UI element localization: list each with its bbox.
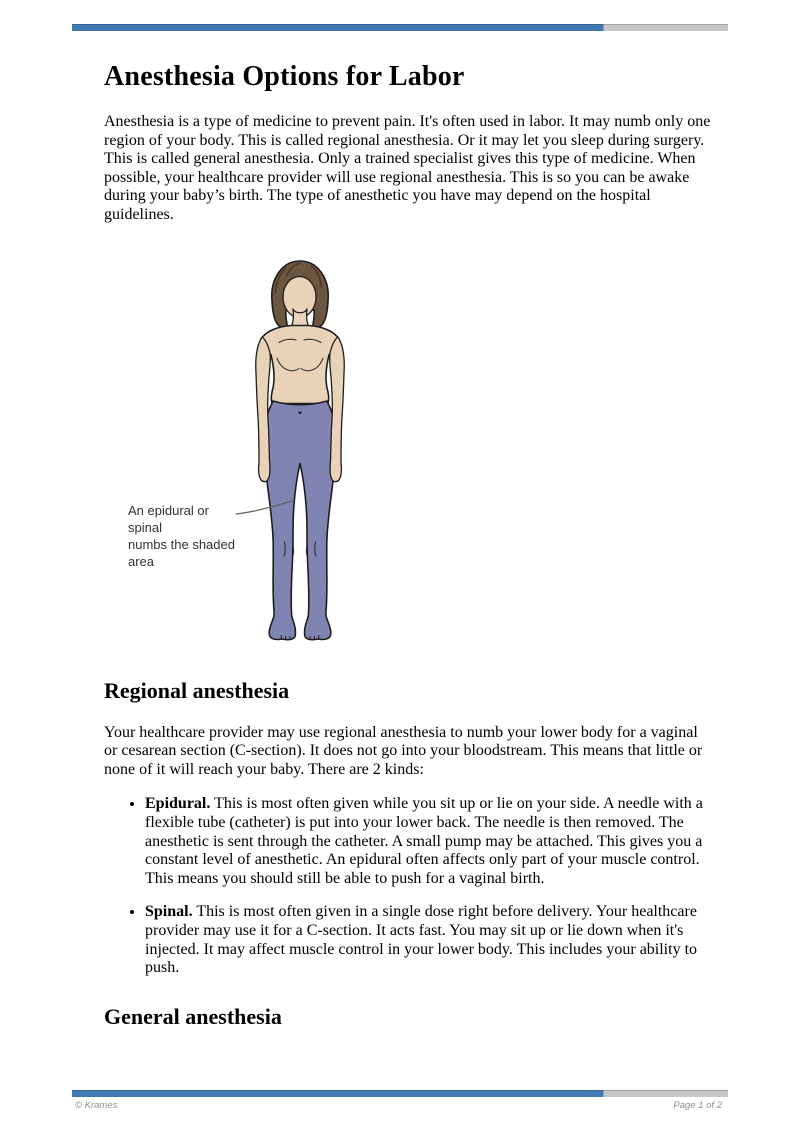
- footer: [75, 1100, 722, 1111]
- section-heading-general: General anesthesia: [104, 1003, 282, 1029]
- right-arm-shape: [330, 337, 345, 482]
- figure-caption-line2: numbs the shaded area: [128, 536, 235, 569]
- figure-caption-line1: An epidural or spinal: [128, 502, 209, 535]
- regional-paragraph: Your healthcare provider may use regional anesthesia to numb your lower body for a vaginal or cesarean section (C-section). It does not go into your bloodstream. This means that little or none of it will reach your baby. There are 2 kinds:: [104, 723, 703, 778]
- list-item-epidural: [145, 795, 712, 888]
- list-item-text: This is most often given while you sit up or lie on your side. A needle with a flexible tube (catheter) is put into your lower back. The needle is then removed. The anesthetic is sent through the catheter. A small pump may be attached. This gives you a constant level of anesthetic. An epidural often affects only part of your muscle control. This means you should still be able to push for a vaginal birth.: [145, 795, 703, 887]
- face-shape: [283, 276, 316, 317]
- body-illustration-figure: [0, 253, 800, 648]
- caption-leader-line: [232, 497, 296, 519]
- figure-caption: [128, 502, 246, 570]
- body-illustration: [248, 255, 358, 647]
- intro-paragraph: Anesthesia is a type of medicine to prevent pain. It's often used in labor. It may numb only one region of your body. This is called regional anesthesia. Or it may let you sleep during surgery. This is called general anesthesia. Only a trained specialist gives this type of medicine. When possible, your healthcare provider will use regional anesthesia. This is so you can be awake during your baby’s birth. The type of anesthetic you have may depend on the hospital guidelines.: [104, 113, 711, 223]
- top-divider-bar: [72, 24, 728, 31]
- list-item-lead: Spinal.: [145, 903, 193, 921]
- list-item-lead: Epidural.: [145, 795, 211, 813]
- left-arm-shape: [256, 337, 271, 482]
- footer-copyright: © Krames: [75, 1100, 118, 1111]
- torso-shape: [261, 325, 339, 403]
- page-title: Anesthesia Options for Labor: [104, 61, 465, 92]
- section-heading-regional: Regional anesthesia: [104, 677, 290, 703]
- shaded-lower-body: [263, 401, 338, 640]
- list-item-text: This is most often given in a single dose right before delivery. Your healthcare provider may use it for a C-section. It acts fast. You may sit up or lie down when it's injected. It may affect muscle control in your lower body. This includes your ability to push.: [145, 903, 698, 977]
- list-item-spinal: [145, 903, 712, 977]
- footer-page-number: Page 1 of 2: [673, 1100, 722, 1111]
- footer-divider-bar: [72, 1090, 728, 1097]
- anesthesia-kinds-list: [104, 795, 712, 977]
